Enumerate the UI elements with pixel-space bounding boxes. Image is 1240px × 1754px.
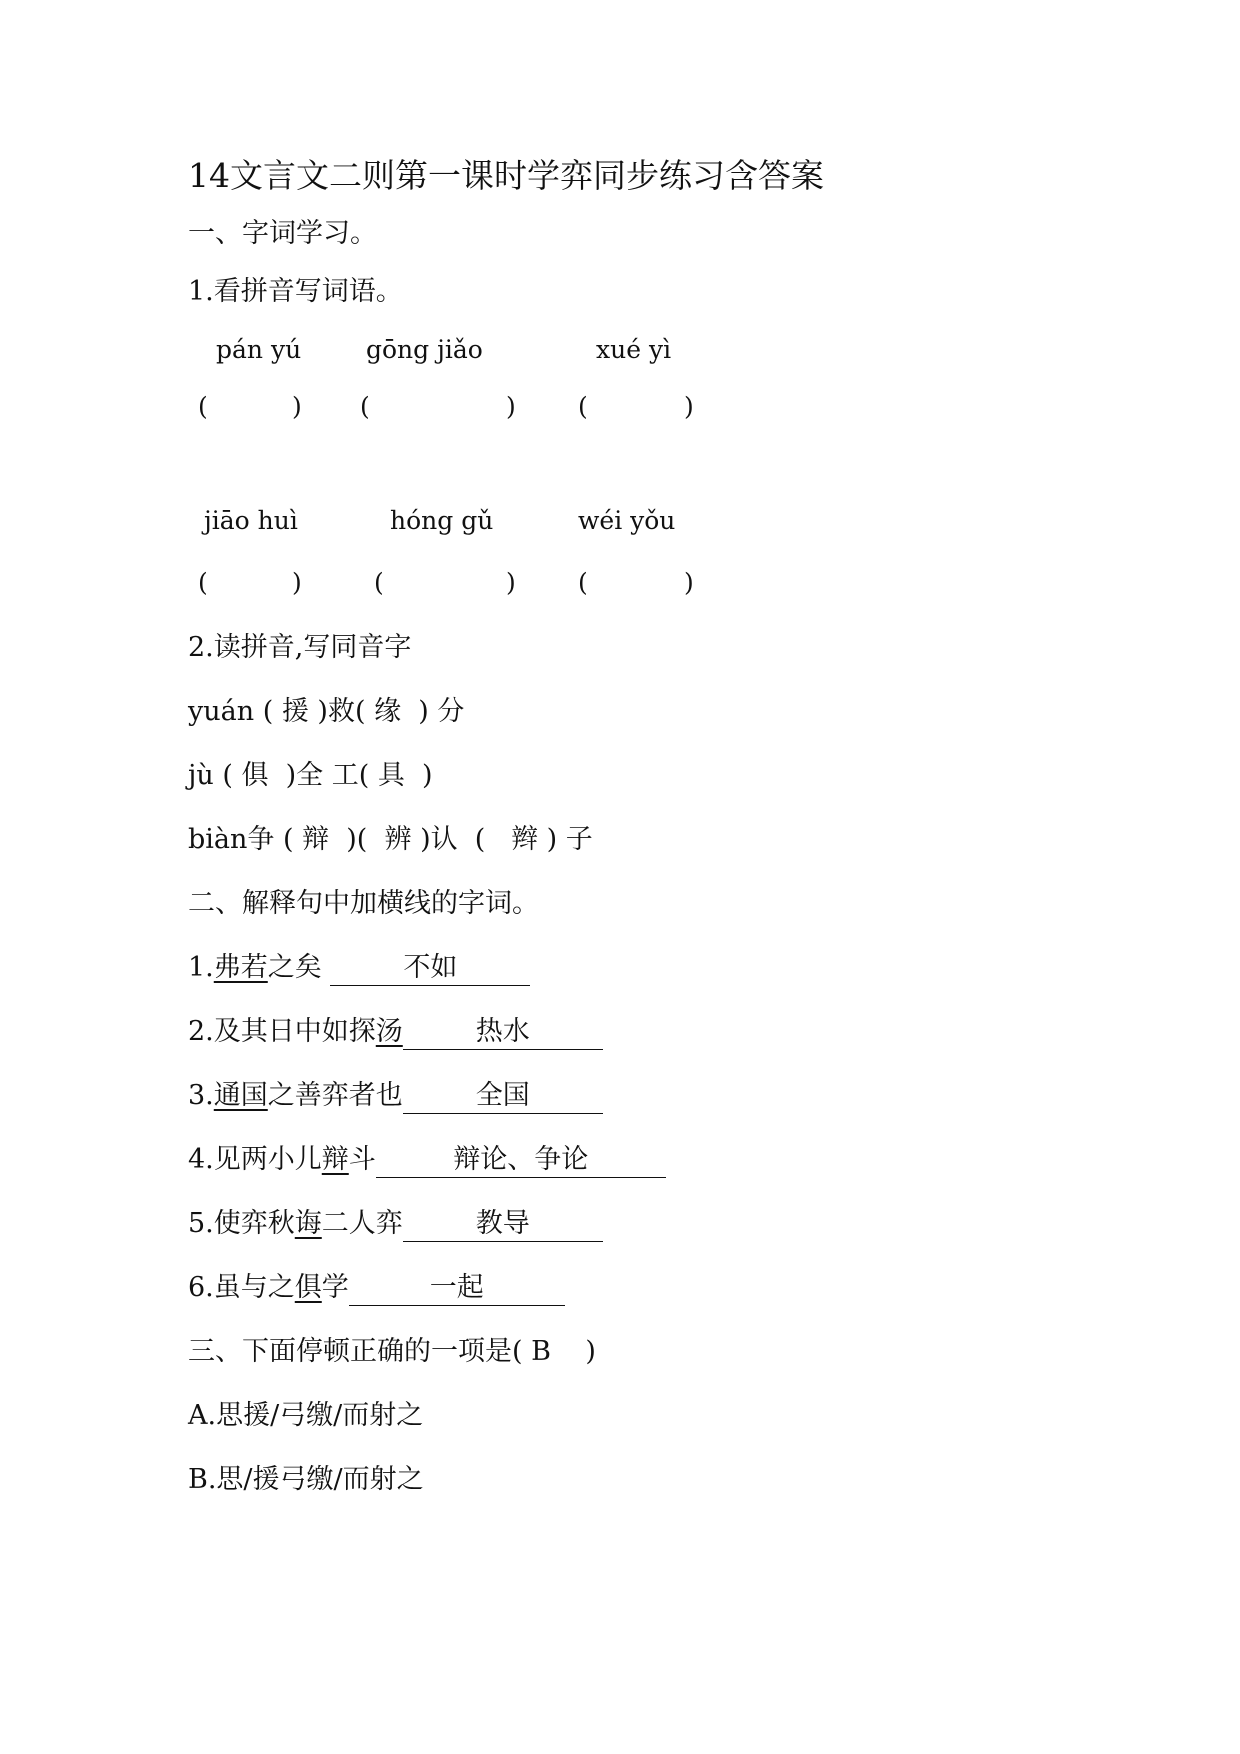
explain-item-5 xyxy=(188,1206,603,1242)
answer-char: 缘 xyxy=(374,696,402,727)
explain-item-6 xyxy=(188,1270,565,1306)
underlined-word: 辩 xyxy=(321,1144,349,1175)
pinyin-gong-jiao: gōng jiǎo xyxy=(366,335,483,364)
item-number: 5. xyxy=(188,1208,214,1239)
option-b: B.思/援弓缴/而射之 xyxy=(188,1464,424,1495)
open-paren: ( xyxy=(578,392,588,421)
explain-item-3 xyxy=(188,1078,603,1114)
item-post: 二人弈 xyxy=(321,1208,403,1239)
answer-char: 具 xyxy=(377,760,405,791)
page-title: 14文言文二则第一课时学弈同步练习含答案 xyxy=(188,156,824,195)
item-pre: 虽与之 xyxy=(213,1272,295,1303)
item-pre: 使弈秋 xyxy=(213,1208,295,1239)
close-paren: ) xyxy=(684,568,694,597)
q2-label: 2.读拼音,写同音字 xyxy=(188,632,412,663)
word-char: 分 xyxy=(437,696,465,727)
item-pre: 及其日中如探 xyxy=(213,1016,376,1047)
section2-heading: 二、解释句中加横线的字词。 xyxy=(188,888,539,919)
answer-blank: 热水 xyxy=(403,1015,603,1050)
item-pre: 见两小儿 xyxy=(213,1144,322,1175)
close-paren: ) xyxy=(585,1336,596,1367)
item-post: 之矣 xyxy=(267,952,322,983)
option-a: A.思援/弓缴/而射之 xyxy=(188,1400,424,1431)
underlined-word: 俱 xyxy=(294,1272,322,1303)
item-number: 3. xyxy=(188,1080,214,1111)
homophone-line-yuan: yuán ( 援 )救( 缘 ) 分 xyxy=(188,696,465,727)
homophone-line-ju: jù ( 俱 )全 工( 具 ) xyxy=(188,760,433,791)
answer-blank: 辩论、争论 xyxy=(376,1143,666,1178)
item-number: 2. xyxy=(188,1016,214,1047)
homophone-line-bian: biàn争 ( 辩 )( 辨 )认 ( 辫 ) 子 xyxy=(188,824,593,855)
underlined-word: 通国 xyxy=(213,1080,268,1111)
item-number: 4. xyxy=(188,1144,214,1175)
word-char: 全 工 xyxy=(296,760,359,791)
answer-blank: 教导 xyxy=(403,1207,603,1242)
pinyin-wei-you: wéi yǒu xyxy=(578,506,676,535)
explain-item-1 xyxy=(188,950,530,986)
item-post: 学 xyxy=(321,1272,349,1303)
pinyin-jiao-hui: jiāo huì xyxy=(204,506,298,535)
answer-char: 辫 xyxy=(511,824,539,855)
close-paren: ) xyxy=(292,568,302,597)
underlined-word: 诲 xyxy=(294,1208,322,1239)
close-paren: ) xyxy=(506,392,516,421)
section3-question: 三、下面停顿正确的一项是( xyxy=(188,1336,523,1367)
underlined-word: 汤 xyxy=(375,1016,403,1047)
section1-heading: 一、字词学习。 xyxy=(188,218,377,249)
item-post: 之善弈者也 xyxy=(267,1080,403,1111)
close-paren: ) xyxy=(506,568,516,597)
choice-answer: B xyxy=(531,1336,551,1367)
underlined-word: 弗若 xyxy=(213,952,268,983)
word-char: 争 xyxy=(247,824,275,855)
word-char: 救 xyxy=(327,696,355,727)
item-number: 1. xyxy=(188,952,214,983)
open-paren: ( xyxy=(198,568,208,597)
answer-char: 俱 xyxy=(241,760,269,791)
answer-blank: 全国 xyxy=(403,1079,603,1114)
item-post: 斗 xyxy=(348,1144,376,1175)
pinyin-pan-yu: pán yú xyxy=(216,335,302,364)
answer-char: 辩 xyxy=(302,824,330,855)
pinyin-xue-yi: xué yì xyxy=(596,335,672,364)
answer-char: 辨 xyxy=(384,824,412,855)
close-paren: ) xyxy=(684,392,694,421)
answer-char: 援 xyxy=(281,696,309,727)
close-paren: ) xyxy=(292,392,302,421)
pinyin-yuan: yuán xyxy=(188,696,255,727)
pinyin-ju: jù xyxy=(188,760,214,791)
item-number: 6. xyxy=(188,1272,214,1303)
answer-blank: 一起 xyxy=(349,1271,565,1306)
answer-blank: 不如 xyxy=(330,951,530,986)
section3-heading xyxy=(188,1334,596,1370)
open-paren: ( xyxy=(374,568,384,597)
open-paren: ( xyxy=(360,392,370,421)
pinyin-bian: biàn xyxy=(188,824,248,855)
explain-item-4 xyxy=(188,1142,666,1178)
word-char: 认 xyxy=(430,824,458,855)
word-char: 子 xyxy=(565,824,593,855)
open-paren: ( xyxy=(578,568,588,597)
q1-label: 1.看拼音写词语。 xyxy=(188,276,403,307)
open-paren: ( xyxy=(198,392,208,421)
explain-item-2 xyxy=(188,1014,603,1050)
pinyin-hong-gu: hóng gǔ xyxy=(390,506,494,535)
